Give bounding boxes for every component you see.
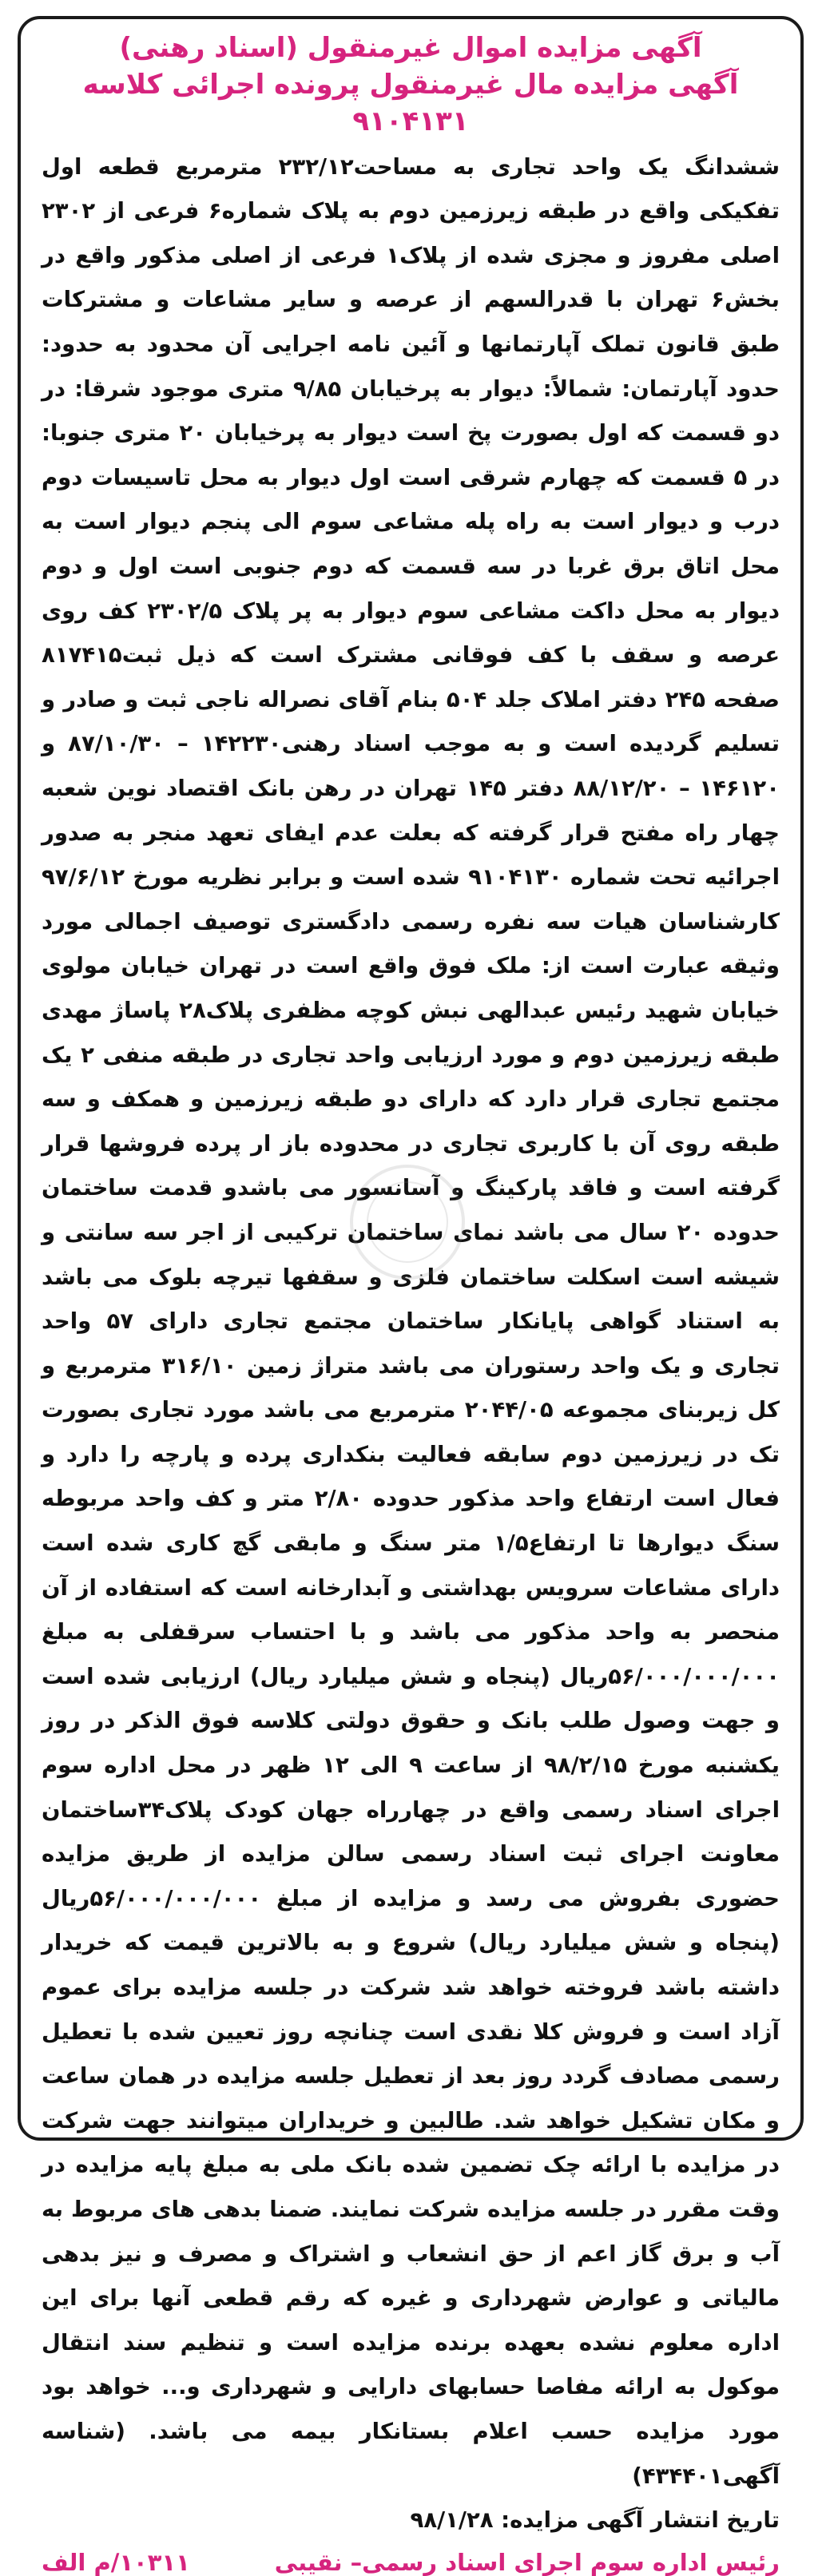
publish-date: تاریخ انتشار آگهی مزایده: ۹۸/۱/۲۸ [410, 2507, 780, 2534]
notice-body-text: ششدانگ یک واحد تجاری به مساحت۲۳۲/۱۲ مترمربع قطعه اول تفکیکی واقع در طبقه زیرزمین دوم به پلاک شماره۶ فرعی از ۲۳۰۲ اصلی مفروز و مجزی شده از پلاک۱ فرعی از اصلی مذکور واقع در بخش۶ تهران با قدرالسهم از عرصه و سایر مشاعات و مشترکات طبق قانون تملک آپارتمانها و آئین نامه اجرایی آن محدود به حدود: حدود آپارتمان: شمالاً: دیوار به پرخیابان ۹/۸۵ متری موجود شرقا: در دو قسمت که اول بصورت پخ است دیوار به پرخیابان ۲۰ متری جنوبا: در ۵ قسمت که چهارم شرقی است اول دیوار به محل تاسیسات دوم درب و دیوار است به راه پله مشاعی سوم الی پنجم دیوار است به محل اتاق برق غربا در سه قسمت که دوم جنوبی است اول و دوم دیوار به محل داکت مشاعی سوم دیوار به پر پلاک ۲۳۰۲/۵ کف روی عرصه و سقف با کف فوقانی مشترک است که ذیل ثبت۸۱۷۴۱۵ صفحه ۲۴۵ دفتر املاک جلد ۵۰۴ بنام آقای نصراله ناجی ثبت و صادر و تسلیم گردیده است و به موجب اسناد رهنی۱۴۲۲۳۰ – ۸۷/۱۰/۳۰ و ۱۴۶۱۲۰ – ۸۸/۱۲/۲۰ دفتر ۱۴۵ تهران در رهن بانک اقتصاد نوین شعبه چهار راه مفتح قرار گرفته که بعلت عدم ایفای تعهد منجر به صدور اجرائیه تحت شماره ۹۱۰۴۱۳۰ شده است و برابر نظریه مورخ ۹۷/۶/۱۲ کارشناسان هیات سه نفره رسمی دادگستری توصیف اجمالی مورد وثیقه عبارت است از: ملک فوق واقع است در تهران خیابان مولوی خیابان شهید رئیس عبدالهی نبش کوچه مظفری پلاک۲۸ پاساژ مهدی طبقه زیرزمین دوم و مورد ارزیابی واحد تجاری در طبقه منفی ۲ یک مجتمع تجاری قرار دارد که دارای دو طبقه زیرزمین و همکف و سه طبقه روی آن با کاربری تجاری در محدوده باز ار پرده فروشها قرار گرفته است و فاقد پارکینگ و آسانسور می باشدو قدمت ساختمان حدوده ۲۰ سال می باشد نمای ساختمان ترکیبی از اجر سه سانتی و شیشه است اسکلت ساختمان فلزی و سقفها تیرچه بلوک می باشد به استناد گواهی پایانکار ساختمان مجتمع تجاری دارای ۵۷ واحد تجاری و یک واحد رستوران می باشد متراژ زمین ۳۱۶/۱۰ مترمربع و کل زیربنای مجموعه ۲۰۴۴/۰۵ مترمربع می باشد مورد تجاری بصورت تک در زیرزمین دوم سابقه فعالیت بنکداری پرده و پارچه را دارد و فعال است ارتفاع واحد مذکور حدوده ۲/۸۰ متر و کف واحد مربوطه سنگ دیوارها تا ارتفاع۱/۵ متر سنگ و مابقی گچ کاری شده است دارای مشاعات سرویس بهداشتی و آبدارخانه است که استفاده از آن منحصر به واحد مذکور می باشد و با احتساب سرقفلی به مبلغ ۵۶/۰۰۰/۰۰۰/۰۰۰ریال (پنجاه و شش میلیارد ریال) ارزیابی شده است و جهت وصول طلب بانک و حقوق دولتی کلاسه فوق الذکر در روز یکشنبه مورخ ۹۸/۲/۱۵ از ساعت ۹ الی ۱۲ ظهر در محل اداره سوم اجرای اسناد رسمی واقع در چهارراه جهان کودک پلاک۳۴ساختمان معاونت اجرای ثبت اسناد رسمی سالن مزایده از طریق مزایده حضوری بفروش می رسد و مزایده از مبلغ ۵۶/۰۰۰/۰۰۰/۰۰۰ریال (پنجاه و شش میلیارد ریال) شروع و به بالاترین قیمت که خریدار داشته باشد فروخته خواهد شد شرکت در جلسه مزایده برای عموم آزاد است و فروش کلا نقدی است چنانچه روز تعیین شده با تعطیل رسمی مصادف گردد روز بعد از تعطیل جلسه مزایده در همان ساعت و مکان تشکیل خواهد شد. طالبین و خریداران میتوانند جهت شرکت در مزایده با ارائه چک تضمین شده بانک ملی به مبلغ پایه مزایده در وقت مقرر در جلسه مزایده شرکت نمایند. ضمنا بدهی های مربوط به آب و برق گاز اعم از حق انشعاب و اشتراک و مصرف و نیز بدهی مالیاتی و عوارض شهرداری و غیره که رقم قطعی آنها برای این اداره معلوم نشده بعهده برنده مزایده است و تنظیم سند انتقال موکول به ارائه مفاصا حسابهای دارایی و شهرداری و... خواهد بود مورد مزایده حسب اعلام بستانکار بیمه می باشد. (شناسه آگهی۴۳۴۴۰۱) [42, 153, 780, 2489]
notice-body [42, 145, 780, 2542]
signatory: رئیس اداره سوم اجرای اسناد رسمی– نقیبی [274, 2549, 780, 2576]
notice-footer [42, 2549, 780, 2576]
notice-subtitle: آگهی مزایده مال غیرمنقول پرونده اجرائی کلاسه ۹۱۰۴۱۳۱ [82, 68, 739, 137]
reference-number: ۱۰۳۱۱/م الف [42, 2549, 190, 2576]
notice-frame [18, 16, 804, 2576]
notice-title: آگهی مزایده اموال غیرمنقول (اسناد رهنی) [119, 32, 702, 64]
